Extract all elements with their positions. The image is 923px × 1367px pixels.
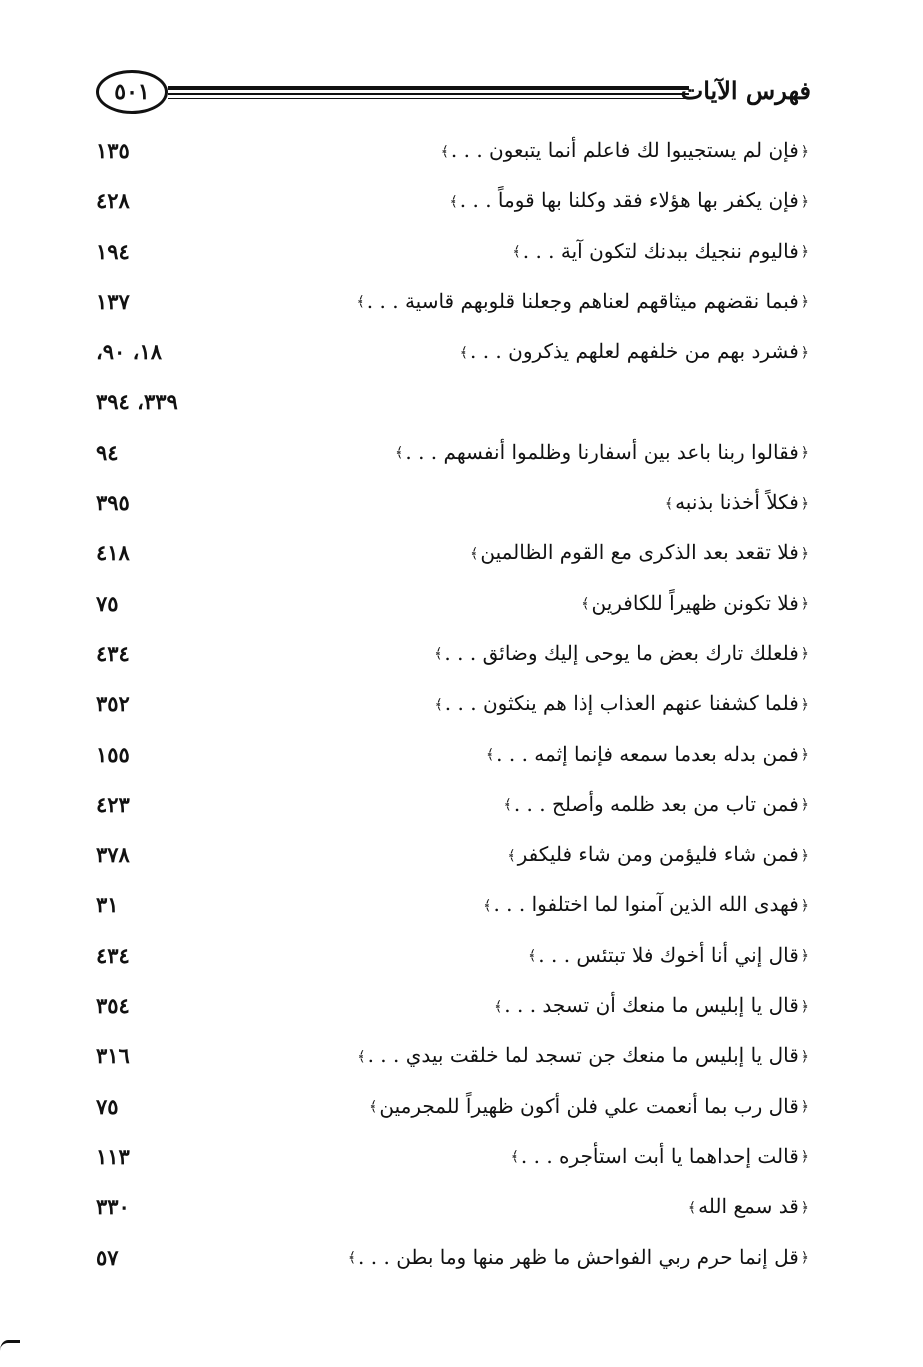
- open-bracket-ornament-icon: ﴿: [800, 545, 809, 562]
- open-bracket-ornament-icon: ﴿: [800, 1250, 809, 1267]
- open-bracket-ornament-icon: ﴿: [800, 344, 809, 361]
- page-title: فهرس الآيات: [680, 76, 811, 105]
- page-reference: ٣٥٢: [96, 691, 130, 717]
- index-entry: [96, 1084, 811, 1134]
- page-reference: ٣٥٤: [96, 993, 130, 1019]
- verse-text: قال يا إبليس ما منعك أن تسجد . . .: [504, 993, 799, 1018]
- page-reference: ٤٣٤: [96, 640, 130, 666]
- open-bracket-ornament-icon: ﴿: [800, 897, 809, 914]
- verse-text: فكلاً أخذنا بذنبه: [675, 490, 799, 515]
- margin-mark: [0, 1340, 20, 1367]
- open-bracket-ornament-icon: ﴿: [800, 294, 809, 311]
- close-bracket-ornament-icon: ﴾: [434, 696, 443, 713]
- close-bracket-ornament-icon: ﴾: [470, 545, 479, 562]
- page-reference: ٧٥: [96, 1093, 119, 1119]
- verse-text: فلعلك تارك بعض ما يوحى إليك وضائق . . .: [444, 640, 799, 665]
- page-reference: ٣١: [96, 892, 119, 918]
- verse-cell: [367, 1094, 811, 1118]
- open-bracket-ornament-icon: ﴿: [800, 1199, 809, 1216]
- verse-cell: [502, 792, 811, 816]
- close-bracket-ornament-icon: ﴾: [581, 596, 590, 613]
- close-bracket-ornament-icon: ﴾: [687, 1199, 697, 1216]
- index-entry: [96, 631, 811, 681]
- index-entry: [96, 279, 811, 329]
- header-rule: [168, 86, 689, 90]
- index-entry: [96, 480, 811, 530]
- open-bracket-ornament-icon: ﴿: [800, 847, 809, 864]
- index-entry: [96, 329, 811, 379]
- page-reference: ١٣٥: [96, 138, 130, 163]
- open-bracket-ornament-icon: ﴿: [800, 1149, 809, 1166]
- verse-text: فلا تكونن ظهيراً للكافرين: [591, 590, 799, 615]
- page-reference: ٤١٨: [96, 540, 130, 566]
- verse-text: قل إنما حرم ربي الفواحش ما ظهر منها وما بطن . . .: [358, 1244, 799, 1269]
- page-reference: ٣٩٥: [96, 490, 130, 516]
- verse-cell: [458, 339, 811, 363]
- open-bracket-ornament-icon: ﴿: [800, 1099, 809, 1116]
- verse-text: فقالوا ربنا باعد بين أسفارنا وظلموا أنفسهم . . .: [405, 439, 799, 464]
- verse-cell: [346, 1245, 811, 1269]
- page-header: [96, 70, 811, 120]
- close-bracket-ornament-icon: ﴾: [494, 998, 503, 1015]
- index-entry: [96, 430, 811, 480]
- index-entry: [96, 229, 811, 279]
- verse-text: فإن لم يستجيبوا لك فاعلم أنما يتبعون . . .: [450, 138, 799, 162]
- index-entry: [96, 1033, 811, 1083]
- index-entry: [96, 882, 811, 932]
- close-bracket-ornament-icon: ﴾: [483, 897, 492, 914]
- page-reference: ٥٧: [96, 1244, 119, 1270]
- close-bracket-ornament-icon: ﴾: [356, 294, 365, 311]
- index-entry: [96, 832, 811, 882]
- index-entry: [96, 128, 811, 178]
- page-number: ٥٠١: [96, 70, 168, 114]
- verse-cell: [511, 239, 811, 263]
- close-bracket-ornament-icon: ﴾: [440, 143, 449, 160]
- index-entry: [96, 732, 811, 782]
- verse-text: فمن بدله بعدما سمعه فإنما إثمه . . .: [496, 741, 799, 766]
- close-bracket-ornament-icon: ﴾: [485, 747, 495, 764]
- page-reference: ٤٣٤: [96, 942, 130, 968]
- verse-cell: [686, 1194, 811, 1218]
- index-entry: [96, 581, 811, 631]
- open-bracket-ornament-icon: ﴿: [800, 143, 809, 160]
- index-entry: [96, 1184, 811, 1234]
- open-bracket-ornament-icon: ﴿: [800, 797, 809, 814]
- index-entry: [96, 178, 811, 228]
- index-entry: [96, 681, 811, 731]
- verse-text: فمن شاء فليؤمن ومن شاء فليكفر: [517, 842, 799, 867]
- verse-text: فاليوم ننجيك ببدنك لتكون آية . . .: [522, 238, 799, 263]
- verse-cell: [355, 289, 811, 313]
- verse-cell: [526, 943, 811, 967]
- verse-text: فبما نقضهم ميثاقهم لعناهم وجعلنا قلوبهم قاسية . . .: [366, 288, 799, 313]
- index-entry: [96, 933, 811, 983]
- header-rule: [168, 98, 689, 99]
- verse-cell: [579, 591, 811, 615]
- page-reference: ٩٤: [96, 439, 119, 465]
- open-bracket-ornament-icon: ﴿: [800, 998, 809, 1015]
- verse-text: فمن تاب من بعد ظلمه وأصلح . . .: [513, 791, 799, 816]
- page-reference: ١٩٤: [96, 238, 130, 264]
- verse-text: قد سمع الله: [698, 1194, 799, 1219]
- verse-text: فإن يكفر بها هؤلاء فقد وكلنا بها قوماً . . .: [459, 188, 799, 213]
- verse-cell: [505, 842, 811, 866]
- open-bracket-ornament-icon: ﴿: [800, 1048, 809, 1065]
- verse-text: قال رب بما أنعمت علي فلن أكون ظهيراً للمجرمين: [379, 1093, 799, 1118]
- page-reference: ١٣٧: [96, 288, 130, 314]
- verse-cell: [432, 641, 811, 665]
- index-entry: [96, 1235, 811, 1285]
- close-bracket-ornament-icon: ﴾: [357, 1048, 366, 1065]
- close-bracket-ornament-icon: ﴾: [449, 193, 458, 210]
- index-entry: [96, 379, 811, 429]
- open-bracket-ornament-icon: ﴿: [800, 948, 809, 965]
- close-bracket-ornament-icon: ﴾: [664, 495, 674, 512]
- close-bracket-ornament-icon: ﴾: [510, 1149, 519, 1166]
- page-reference: ٣٧٨: [96, 842, 130, 868]
- open-bracket-ornament-icon: ﴿: [800, 244, 809, 261]
- verse-text: قالت إحداهما يا أبت استأجره . . .: [520, 1143, 799, 1168]
- page-reference: ٣٣٩، ٣٩٤: [96, 389, 178, 415]
- verse-text: فهدى الله الذين آمنوا لما اختلفوا . . .: [493, 892, 799, 917]
- open-bracket-ornament-icon: ﴿: [800, 193, 809, 210]
- page-reference: ١٨، ٩٠،: [96, 339, 162, 365]
- verse-text: قال يا إبليس ما منعك جن تسجد لما خلقت بيدي . . .: [367, 1043, 799, 1068]
- page-reference: ٤٢٣: [96, 791, 130, 817]
- verse-text: فلا تقعد بعد الذكرى مع القوم الظالمين: [480, 540, 799, 565]
- open-bracket-ornament-icon: ﴿: [800, 747, 809, 764]
- verse-cell: [439, 138, 811, 162]
- index-entry: [96, 530, 811, 580]
- index-entry: [96, 782, 811, 832]
- page-reference: ٧٥: [96, 590, 119, 616]
- open-bracket-ornament-icon: ﴿: [800, 646, 809, 663]
- verse-text: فلما كشفنا عنهم العذاب إذا هم ينكثون . . .: [444, 691, 799, 716]
- close-bracket-ornament-icon: ﴾: [369, 1099, 378, 1116]
- verse-cell: [481, 892, 811, 916]
- verse-cell: [484, 742, 811, 766]
- page-reference: ١٥٥: [96, 741, 130, 767]
- header-rule: [168, 93, 689, 95]
- close-bracket-ornament-icon: ﴾: [434, 646, 443, 663]
- index-entry: [96, 983, 811, 1033]
- verse-index-list: [96, 128, 811, 1285]
- close-bracket-ornament-icon: ﴾: [347, 1250, 357, 1267]
- page-reference: ٣٣٠: [96, 1194, 130, 1220]
- verse-cell: [355, 1043, 811, 1067]
- verse-cell: [492, 993, 811, 1017]
- verse-cell: [448, 188, 811, 212]
- verse-text: فشرد بهم من خلفهم لعلهم يذكرون . . .: [469, 339, 799, 364]
- open-bracket-ornament-icon: ﴿: [800, 445, 809, 462]
- page-reference: ٤٢٨: [96, 188, 130, 214]
- page-reference: ١١٣: [96, 1143, 130, 1169]
- close-bracket-ornament-icon: ﴾: [512, 244, 521, 261]
- close-bracket-ornament-icon: ﴾: [395, 445, 404, 462]
- page-reference: ٣١٦: [96, 1043, 130, 1069]
- close-bracket-ornament-icon: ﴾: [528, 948, 537, 965]
- close-bracket-ornament-icon: ﴾: [507, 847, 516, 864]
- close-bracket-ornament-icon: ﴾: [459, 344, 468, 361]
- close-bracket-ornament-icon: ﴾: [503, 797, 512, 814]
- verse-cell: [393, 440, 811, 464]
- open-bracket-ornament-icon: ﴿: [800, 696, 809, 713]
- verse-cell: [509, 1144, 811, 1168]
- open-bracket-ornament-icon: ﴿: [800, 596, 809, 613]
- verse-cell: [663, 490, 811, 514]
- verse-cell: [433, 691, 811, 715]
- index-entry: [96, 1134, 811, 1184]
- open-bracket-ornament-icon: ﴿: [800, 495, 809, 512]
- verse-text: قال إني أنا أخوك فلا تبتئس . . .: [538, 942, 799, 967]
- verse-cell: [468, 540, 811, 564]
